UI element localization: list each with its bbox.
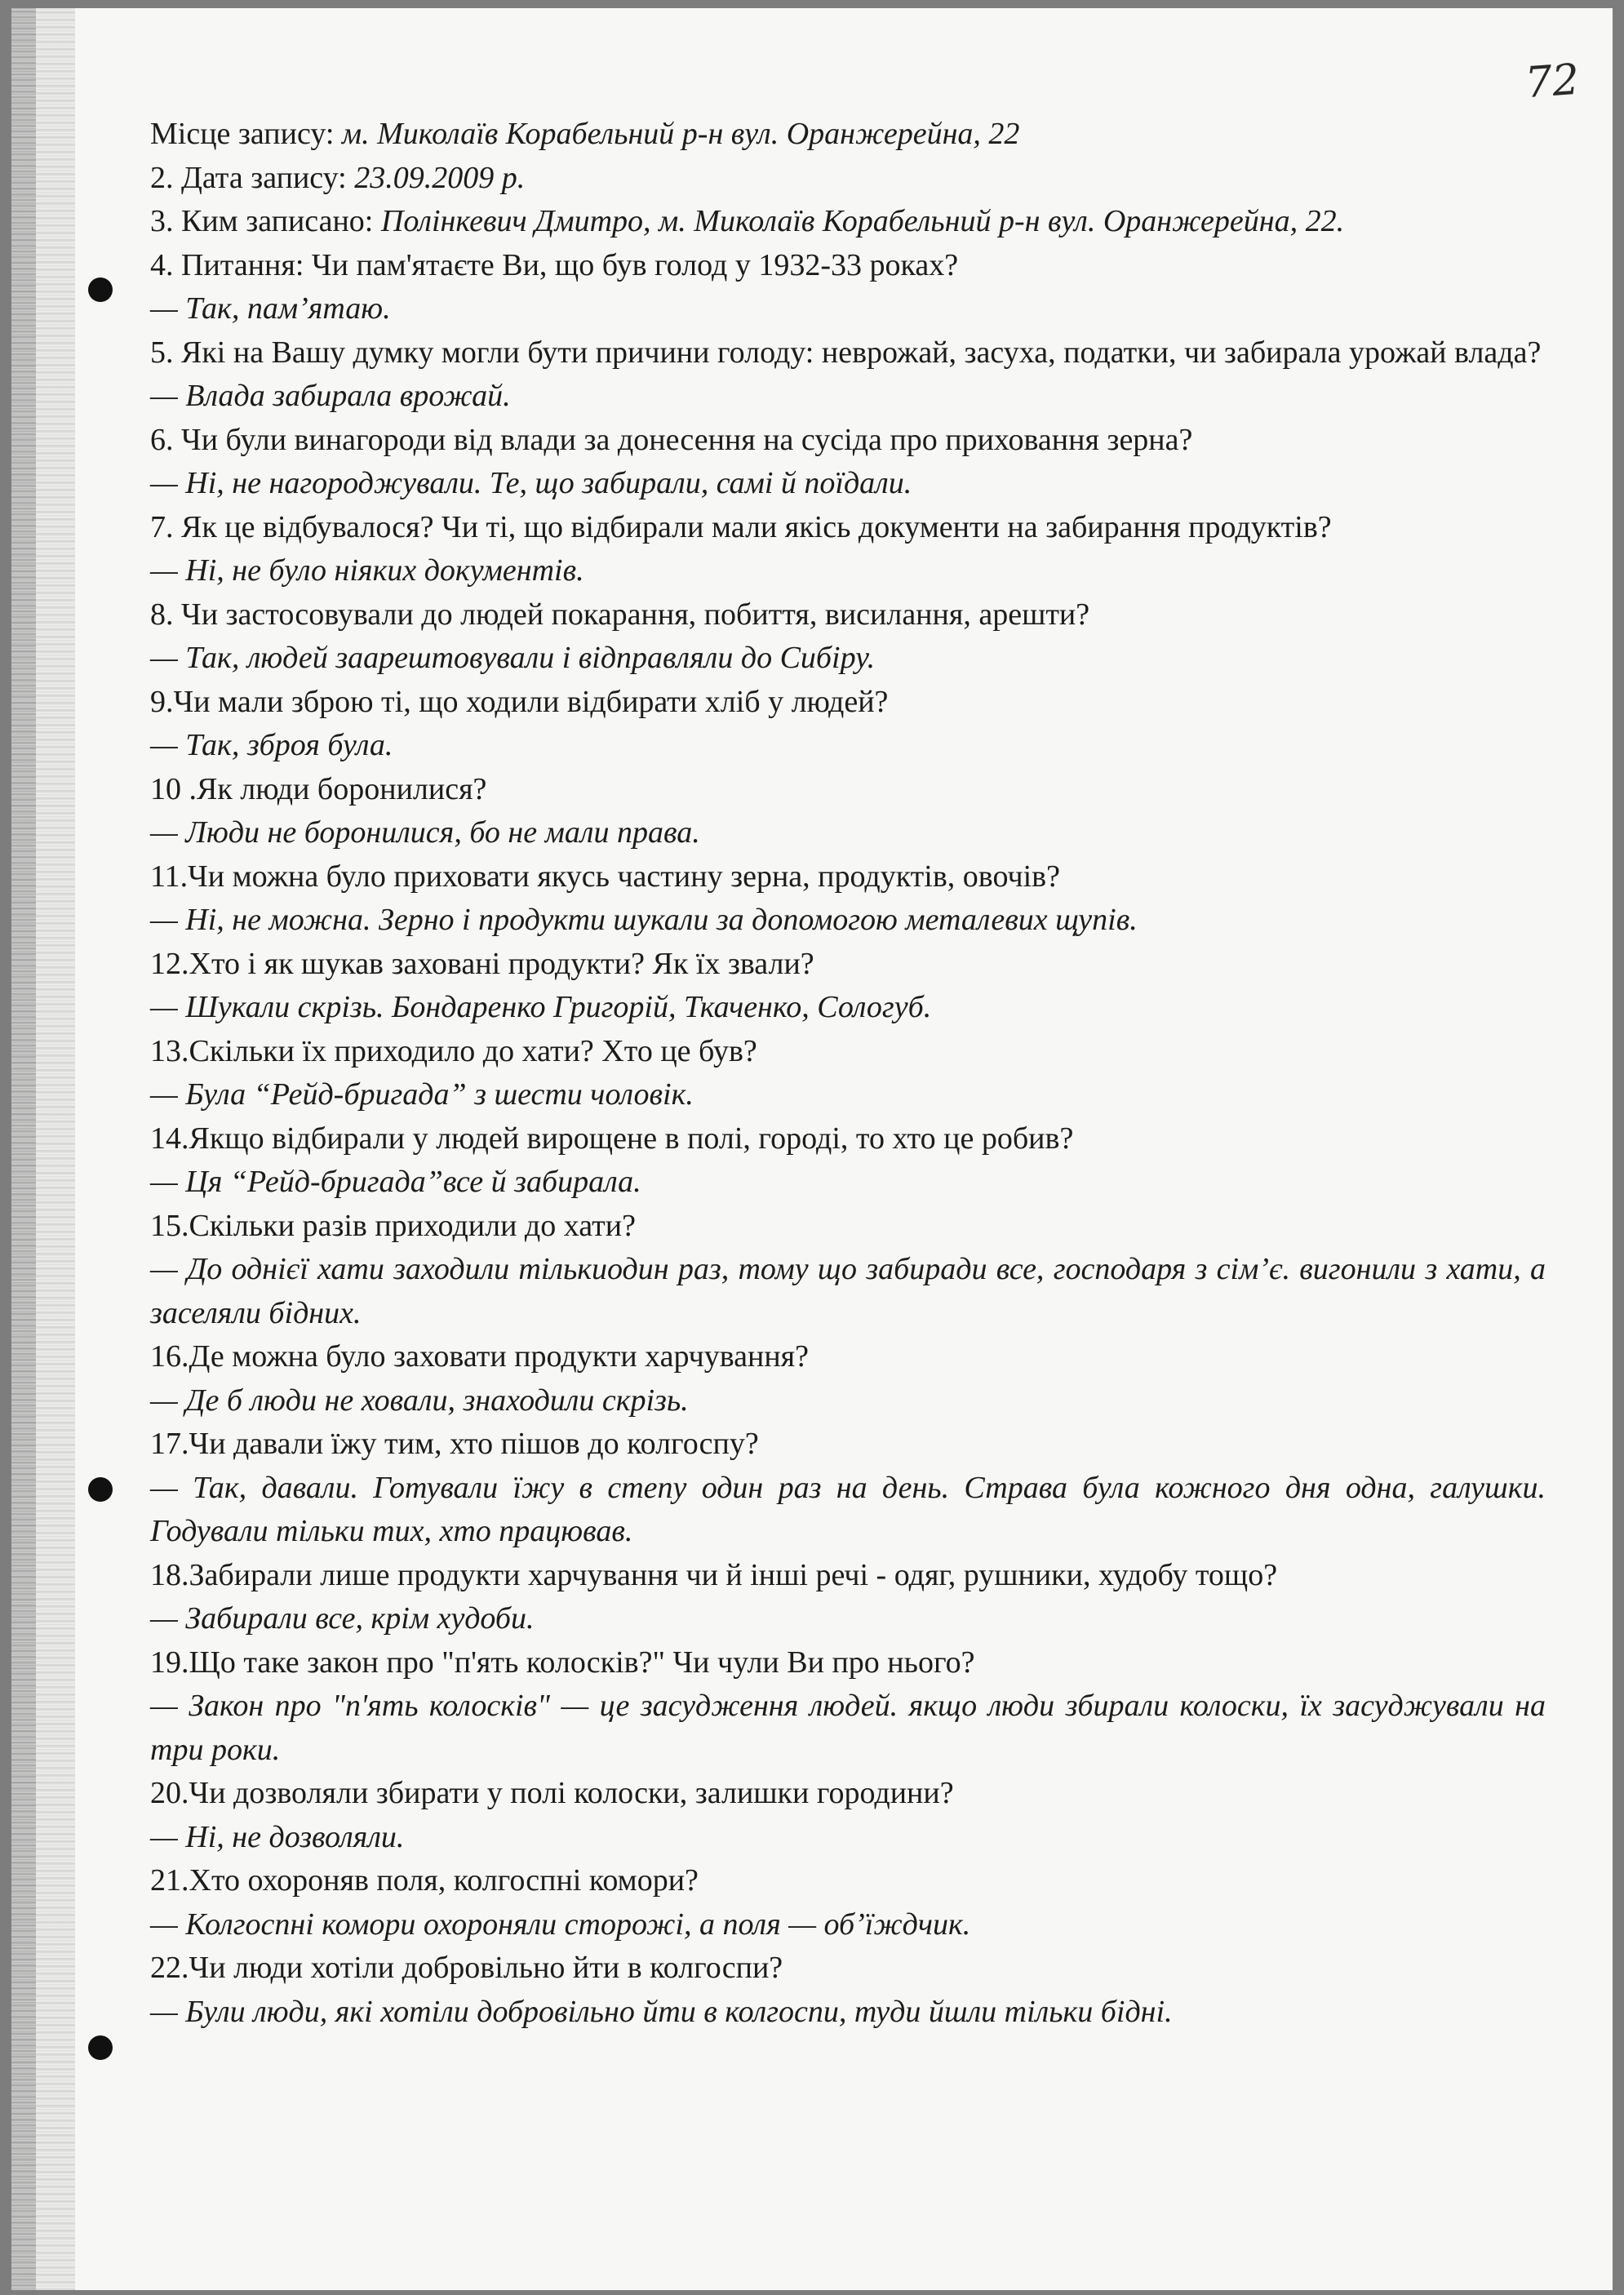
question: 19.Що таке закон про "п'ять колосків?" Чи чули Ви про нього?: [150, 1645, 975, 1680]
question: 12.Хто і як шукав заховані продукти? Як їх звали?: [150, 946, 814, 981]
answer: — Були люди, які хотіли добровільно йти в колгоспи, туди йшли тільки бідні.: [150, 1994, 1173, 2029]
answer: — Шукали скрізь. Бондаренко Григорій, Ткаченко, Сологуб.: [150, 990, 932, 1024]
question: 4. Питання: Чи пам'ятаєте Ви, що був голод у 1932-33 роках?: [150, 247, 959, 282]
answer: — Так, зброя була.: [150, 728, 393, 762]
answer: — Люди не боронилися, бо не мали права.: [150, 815, 700, 850]
place-value: м. Миколаїв Корабельний р-н вул. Оранжерейна, 22: [341, 117, 1020, 151]
question: 6. Чи були винагороди від влади за донесення на сусіда про приховання зерна?: [150, 422, 1193, 457]
answer: — Ні, не нагороджували. Те, що забирали, самі й поїдали.: [150, 466, 912, 500]
answer: — До однієї хати заходили тількиодин раз, тому що забиради все, господаря з сім’є. вигонили з хати, а заселяли бідних.: [150, 1252, 1546, 1330]
answer: — Ні, не було ніяких документів.: [150, 553, 584, 588]
record-place: [150, 113, 1546, 157]
answer: — Колгоспні комори охороняли сторожі, а поля — об’їждчик.: [150, 1907, 971, 1942]
punch-hole: [88, 2035, 113, 2060]
author-label: 3. Ким записано:: [150, 204, 374, 238]
answer: — Де б люди не ховали, знаходили скрізь.: [150, 1383, 689, 1418]
question-answer-list: [150, 244, 1546, 2035]
answer: — Так, людей заарештовували і відправляли до Сибіру.: [150, 641, 876, 675]
document-page: [11, 8, 1613, 2290]
handwritten-page-number: 72: [1523, 55, 1582, 109]
answer: — Так, давали. Готували їжу в степу один раз на день. Страва була кожного дня одна, галушки. Годували тільки тих, хто працював.: [150, 1470, 1546, 1548]
question: 7. Як це відбувалося? Чи ті, що відбирали мали якісь документи на забирання продуктів?: [150, 509, 1332, 544]
punch-hole: [88, 277, 113, 302]
scan-edge-dark: [11, 8, 36, 2290]
punch-hole: [88, 1477, 113, 1502]
record-date: [150, 157, 1546, 201]
question: 16.Де можна було заховати продукти харчування?: [150, 1339, 810, 1374]
question: 8. Чи застосовували до людей покарання, побиття, висилання, арешти?: [150, 597, 1090, 632]
date-value: 23.09.2009 р.: [354, 160, 526, 195]
question: 13.Скільки їх приходило до хати? Хто це був?: [150, 1033, 757, 1068]
answer: — Так, пам’ятаю.: [150, 291, 391, 326]
answer: — Ні, не дозволяли.: [150, 1819, 405, 1854]
answer: — Ця “Рейд-бригада”все й забирала.: [150, 1165, 641, 1199]
question: 11.Чи можна було приховати якусь частину зерна, продуктів, овочів?: [150, 859, 1060, 894]
answer: — Влада забирала врожай.: [150, 379, 511, 413]
question: 17.Чи давали їжу тим, хто пішов до колгоспу?: [150, 1427, 759, 1461]
question: 5. Які на Вашу думку могли бути причини голоду: неврожай, засуха, податки, чи забирала урожай влада?: [150, 335, 1542, 370]
question: 18.Забирали лише продукти харчування чи й інші речі - одяг, рушники, худобу тощо?: [150, 1557, 1278, 1592]
question: 21.Хто охороняв поля, колгоспні комори?: [150, 1863, 699, 1898]
place-label: Місце запису:: [150, 117, 335, 151]
answer: — Забирали все, крім худоби.: [150, 1601, 535, 1636]
interview-text: [150, 113, 1546, 2034]
question: 10 .Як люди боронилися?: [150, 771, 487, 806]
question: 9.Чи мали зброю ті, що ходили відбирати хліб у людей?: [150, 684, 889, 719]
answer: — Ні, не можна. Зерно і продукти шукали за допомогою металевих щупів.: [150, 903, 1138, 937]
question: 14.Якщо відбирали у людей вирощене в полі, городі, то хто це робив?: [150, 1121, 1074, 1156]
record-author: [150, 200, 1546, 244]
answer: — Закон про "п'ять колосків" — це засудження людей. якщо люди збирали колоски, їх засуджували на три роки.: [150, 1689, 1546, 1767]
answer: — Була “Рейд-бригада” з шести чоловік.: [150, 1077, 694, 1112]
date-label: 2. Дата запису:: [150, 160, 347, 195]
author-value: Полінкевич Дмитро, м. Миколаїв Корабельний р-н вул. Оранжерейна, 22.: [380, 204, 1345, 238]
question: 20.Чи дозволяли збирати у полі колоски, залишки городини?: [150, 1776, 954, 1810]
question: 15.Скільки разів приходили до хати?: [150, 1208, 636, 1243]
question: 22.Чи люди хотіли добровільно йти в колгоспи?: [150, 1951, 783, 1985]
